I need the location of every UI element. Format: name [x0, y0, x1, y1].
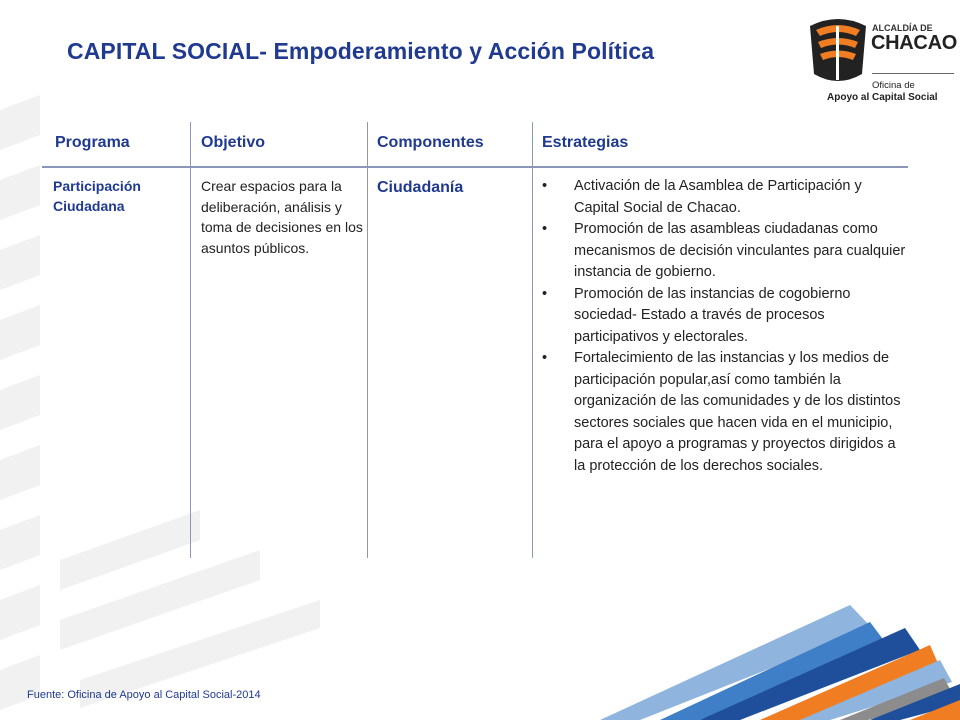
- logo-office-line2: Apoyo al Capital Social: [827, 92, 938, 103]
- header-objetivo: Objetivo: [201, 134, 266, 151]
- source-footer: Fuente: Oficina de Apoyo al Capital Social-2014: [27, 689, 261, 701]
- bullet-icon: •: [542, 285, 548, 302]
- strategy-text: Promoción de las instancias de cogobierno sociedad- Estado a través de procesos participativos y electorales.: [574, 285, 851, 345]
- logo-top-line: ALCALDÍA DE: [872, 23, 933, 33]
- strategy-text: Activación de la Asamblea de Participación y Capital Social de Chacao.: [574, 178, 862, 216]
- cell-program: Participación Ciudadana: [53, 178, 141, 214]
- strategy-text: Promoción de las asambleas ciudadanas como mecanismos de decisión vinculantes para cualquier instancia de gobierno.: [574, 221, 906, 280]
- page-title: CAPITAL SOCIAL- Empoderamiento y Acción Política: [67, 38, 655, 64]
- cell-objective: Crear espacios para la deliberación, análisis y toma de decisiones en los asuntos públicos.: [201, 178, 363, 256]
- header-estrategias: Estrategias: [542, 134, 629, 151]
- bullet-icon: •: [542, 221, 548, 237]
- bullet-icon: •: [542, 178, 548, 194]
- header-componentes: Componentes: [377, 134, 484, 151]
- header-programa: Programa: [55, 134, 130, 151]
- logo-name: CHACAO: [871, 32, 957, 54]
- bullet-icon: •: [542, 350, 548, 366]
- logo-office-line1: Oficina de: [872, 80, 915, 91]
- cell-component: Ciudadanía: [377, 179, 464, 196]
- strategy-text: Fortalecimiento de las instancias y los medios de participación popular,así como también la organización de las comunidades y de los distintos sectores sociales que hacen vida en el municipio, para el apoyo a programas y proyectos dirigidos a la protección de los derechos sociales.: [574, 350, 901, 474]
